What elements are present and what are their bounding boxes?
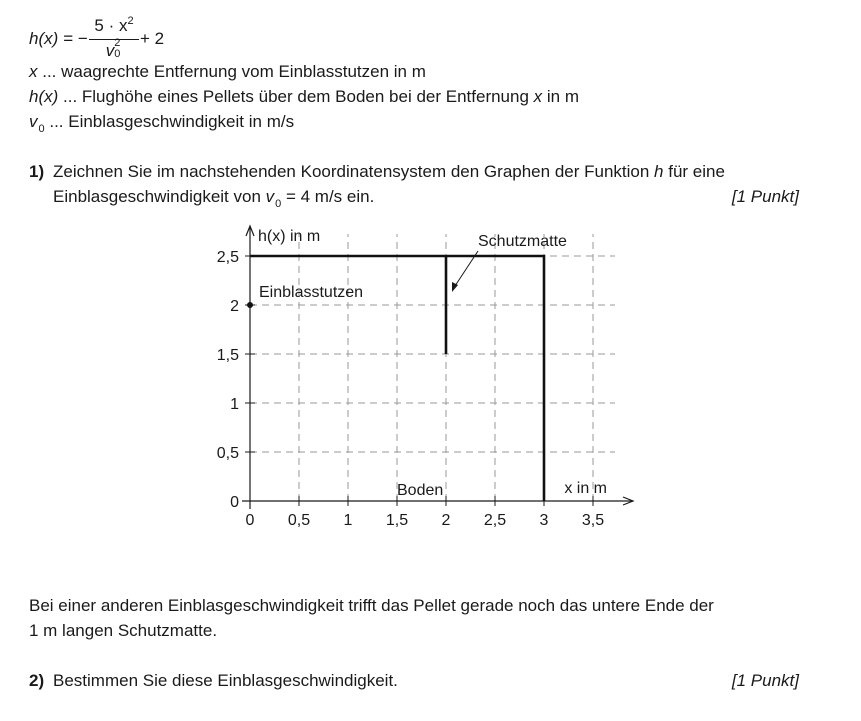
formula-denominator: v (105, 41, 115, 60)
task1-points: [1 Punkt] (731, 187, 799, 206)
axes (242, 226, 633, 509)
task2-points: [1 Punkt] (731, 671, 799, 690)
task2-text: Bestimmen Sie diese Einblasgeschwindigkeit. (53, 671, 398, 690)
x-tick-label: 0,5 (287, 512, 311, 529)
formula-lhs: h(x) = − (29, 29, 88, 48)
y-tick-label: 2 (230, 298, 239, 315)
x-tick-label: 0 (245, 512, 255, 529)
paragraph-line2: 1 m langen Schutzmatte. (29, 621, 218, 640)
x-axis-label: x in m (564, 480, 607, 497)
x-tick-label: 1 (343, 512, 353, 529)
task1-line1: Zeichnen Sie im nachstehenden Koordinatensystem den Graphen der Funktion h für eine (53, 162, 725, 181)
y-axis-label: h(x) in m (258, 228, 321, 245)
task1-number: 1) (29, 162, 45, 181)
legend-x: x ... waagrechte Entfernung vom Einblasstutzen in m (29, 62, 426, 81)
label-schutzmatte: Schutzmatte (478, 233, 567, 250)
formula-denominator-exp: 2 (114, 37, 121, 49)
formula-numerator-exp: 2 (127, 15, 134, 27)
paragraph-line1: Bei einer anderen Einblasgeschwindigkeit trifft das Pellet gerade noch das untere Ende der (29, 596, 714, 615)
annotations (259, 233, 567, 499)
y-tick-label: 0,5 (216, 445, 239, 462)
label-boden: Boden (397, 482, 444, 499)
y-tick-label: 0 (230, 494, 239, 511)
y-tick-label: 2,5 (216, 249, 239, 266)
x-tick-label: 2,5 (483, 512, 507, 529)
x-tick-label: 3 (539, 512, 549, 529)
x-tick-label: 1,5 (385, 512, 409, 529)
grid (250, 234, 615, 501)
formula-denominator-sub: 0 (114, 48, 121, 60)
y-tick-label: 1 (230, 396, 239, 413)
task1-line2: Einblasgeschwindigkeit von $v_0 = 4$ m/s ein. (53, 187, 375, 210)
label-einblasstutzen: Einblasstutzen (259, 284, 364, 301)
y-tick-label: 1,5 (216, 347, 239, 364)
formula-numerator: 5 · x (94, 16, 128, 35)
legend-v: $v_0$ ... Einblasgeschwindigkeit in m/s (29, 112, 295, 135)
legend-h: h(x) ... Flughöhe eines Pellets über dem Boden bei der Entfernung x in m (29, 87, 579, 106)
x-tick-label: 2 (441, 512, 451, 529)
x-tick-label: 3,5 (581, 512, 605, 529)
formula-tail: + 2 (140, 29, 165, 48)
task2-number: 2) (29, 671, 45, 690)
data-point (247, 302, 253, 308)
